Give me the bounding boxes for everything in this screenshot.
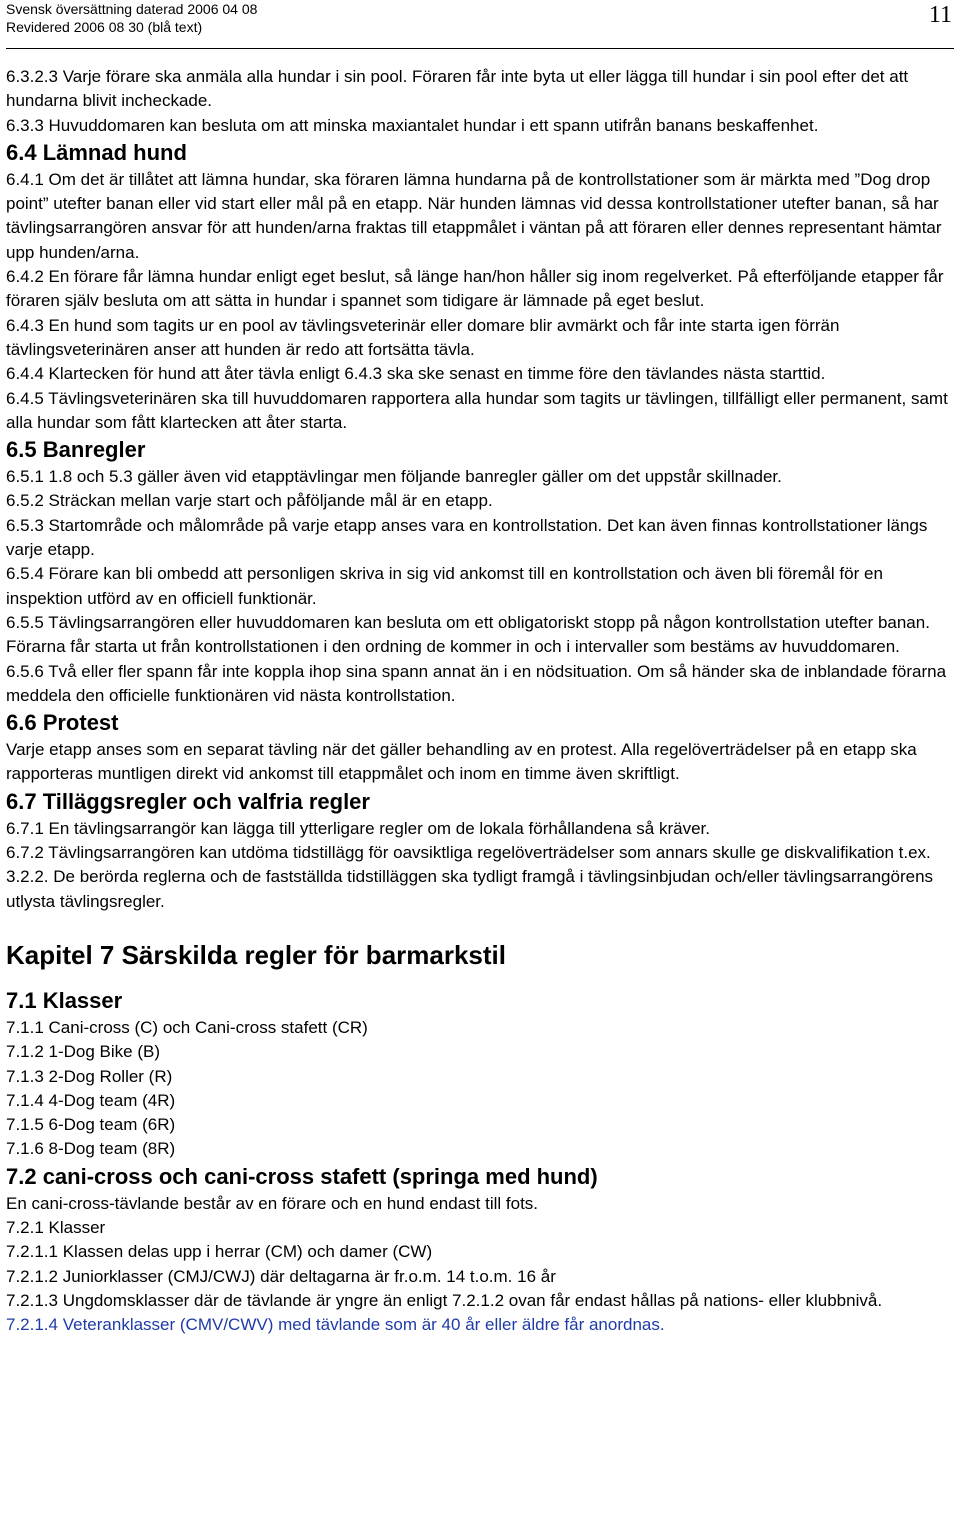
header-date-line: Svensk översättning daterad 2006 04 08 (6, 1, 258, 17)
paragraph-7-2: En cani-cross-tävlande består av en förare och en hund endast till fots. (6, 1193, 539, 1213)
heading-7-2: 7.2 cani-cross och cani-cross stafett (springa med hund) (6, 1163, 598, 1189)
paragraph-7-2-1-3: 7.2.1.3 Ungdomsklasser där de tävlande är yngre än enligt 7.2.1.2 ovan får endast hållas på nations- eller klubbnivå. (6, 1290, 883, 1310)
class-item: 7.1.4 4-Dog team (4R) (6, 1090, 176, 1110)
paragraph-7-2-1: 7.2.1 Klasser (6, 1217, 106, 1237)
paragraph-6-4-3: 6.4.3 En hund som tagits ur en pool av tävlingsveterinär eller domare blir avmärkt och får inte starta igen förrän tävlingsveterinären anser att hunden är redo att fortsätta tävla. (6, 315, 840, 359)
paragraph-6-5-5: 6.5.5 Tävlingsarrangören eller huvuddomaren kan besluta om ett obligatoriskt stopp på någon kontrollstation utefter banan. Förarna får starta ut från kontrollstationen i den ordning de kommer in och i intervaller som bestäms av huvuddomaren. (6, 612, 930, 657)
class-item: 7.1.3 2-Dog Roller (R) (6, 1066, 173, 1086)
paragraph-6-4-1: 6.4.1 Om det är tillåtet att lämna hundar, ska föraren lämna hundarna på de kontrollstationer som är märkta med ”Dog drop point” utefter banan eller vid start eller mål på en etapp. När hunden lämnas vid dessa kontrollstationer utefter banan, så har tävlingsarrangören ansvar för att hunden/arna fraktas till etappmålet i väntan på att föraren eller dennes representant hämtar upp hunden/arna. (6, 169, 942, 262)
paragraph-6-4-4: 6.4.4 Klartecken för hund att åter tävla enligt 6.4.3 ska ske senast en timme före den tävlandes nästa starttid. (6, 364, 826, 384)
paragraph-6-5-4: 6.5.4 Förare kan bli ombedd att personligen skriva in sig vid ankomst till en kontrollstation och även bli föremål för en inspektion utförd av en officiell funktionär. (6, 564, 883, 608)
paragraph-7-2-1-4-revised: 7.2.1.4 Veteranklasser (CMV/CWV) med tävlande som är 40 år eller äldre får anordnas. (6, 1315, 665, 1335)
heading-6-6: 6.6 Protest (6, 710, 119, 736)
paragraph-7-2-1-1: 7.2.1.1 Klassen delas upp i herrar (CM) och damer (CW) (6, 1242, 433, 1262)
heading-6-5: 6.5 Banregler (6, 437, 146, 463)
page-number: 11 (928, 2, 952, 28)
header-revision-line: Revidered 2006 08 30 (blå text) (6, 19, 203, 35)
paragraph-6-4-2: 6.4.2 En förare får lämna hundar enligt eget beslut, så länge han/hon håller sig inom regelverket. På efterföljande etapper får föraren själv besluta om att sätta in hundar i spannet som tidigare är lämnade på eget beslut. (6, 267, 944, 311)
paragraph-6-7-2: 6.7.2 Tävlingsarrangören kan utdöma tidstillägg för oavsiktliga regelöverträdelser som annars skulle ge diskvalifikation t.ex. 3.2.2. De berörda reglerna och de fastställda tidstilläggen ska tydligt framgå i tävlingsinbjudan och/eller tävlingsarrangörens utlysta tävlingsregler. (6, 843, 934, 911)
class-item: 7.1.1 Cani-cross (C) och Cani-cross stafett (CR) (6, 1017, 368, 1037)
paragraph-6-6: Varje etapp anses som en separat tävling när det gäller behandling av en protest. Alla regelöverträdelser på en etapp ska rapporteras muntligen direkt vid ankomst till etappmålet och inom en timme även skriftligt. (6, 740, 917, 784)
paragraph-6-5-1: 6.5.1 1.8 och 5.3 gäller även vid etapptävlingar men följande banregler gäller om det uppstår skillnader. (6, 467, 782, 487)
paragraph-6-3-2-3: 6.3.2.3 Varje förare ska anmäla alla hundar i sin pool. Föraren får inte byta ut eller lägga till hundar i sin pool efter det att hundarna blivit incheckade. (6, 67, 909, 111)
paragraph-6-7-1: 6.7.1 En tävlingsarrangör kan lägga till ytterligare regler om de lokala förhållandena så kräver. (6, 818, 711, 838)
paragraph-7-2-1-2: 7.2.1.2 Juniorklasser (CMJ/CWJ) där deltagarna är fr.o.m. 14 t.o.m. 16 år (6, 1266, 556, 1286)
class-item: 7.1.2 1-Dog Bike (B) (6, 1042, 161, 1062)
paragraph-6-5-2: 6.5.2 Sträckan mellan varje start och påföljande mål är en etapp. (6, 491, 493, 511)
paragraph-6-3-3: 6.3.3 Huvuddomaren kan besluta om att minska maxiantalet hundar i ett spann utifrån banans beskaffenhet. (6, 115, 819, 135)
paragraph-6-5-3: 6.5.3 Startområde och målområde på varje etapp anses vara en kontrollstation. Det kan även finnas kontrollstationer längs varje etapp. (6, 515, 928, 560)
heading-6-4: 6.4 Lämnad hund (6, 139, 187, 165)
class-item: 7.1.5 6-Dog team (6R) (6, 1115, 176, 1135)
document-body (6, 65, 956, 1337)
paragraph-6-4-5: 6.4.5 Tävlingsveterinären ska till huvuddomaren rapportera alla hundar som tagits ur tävlingen, tillfälligt eller permanent, samt alla hundar som fått klartecken att åter starta. (6, 388, 948, 432)
chapter-7-title: Kapitel 7 Särskilda regler för barmarkstil (6, 939, 506, 970)
heading-7-1: 7.1 Klasser (6, 987, 123, 1013)
heading-6-7: 6.7 Tilläggsregler och valfria regler (6, 788, 370, 814)
class-item: 7.1.6 8-Dog team (8R) (6, 1139, 176, 1159)
page-header (6, 0, 954, 49)
paragraph-6-5-6: 6.5.6 Två eller fler spann får inte koppla ihop sina spann annat än i en nödsituation. Om så händer ska de inblandade förarna meddela den officielle funktionären vid nästa kontrollstation. (6, 661, 947, 705)
